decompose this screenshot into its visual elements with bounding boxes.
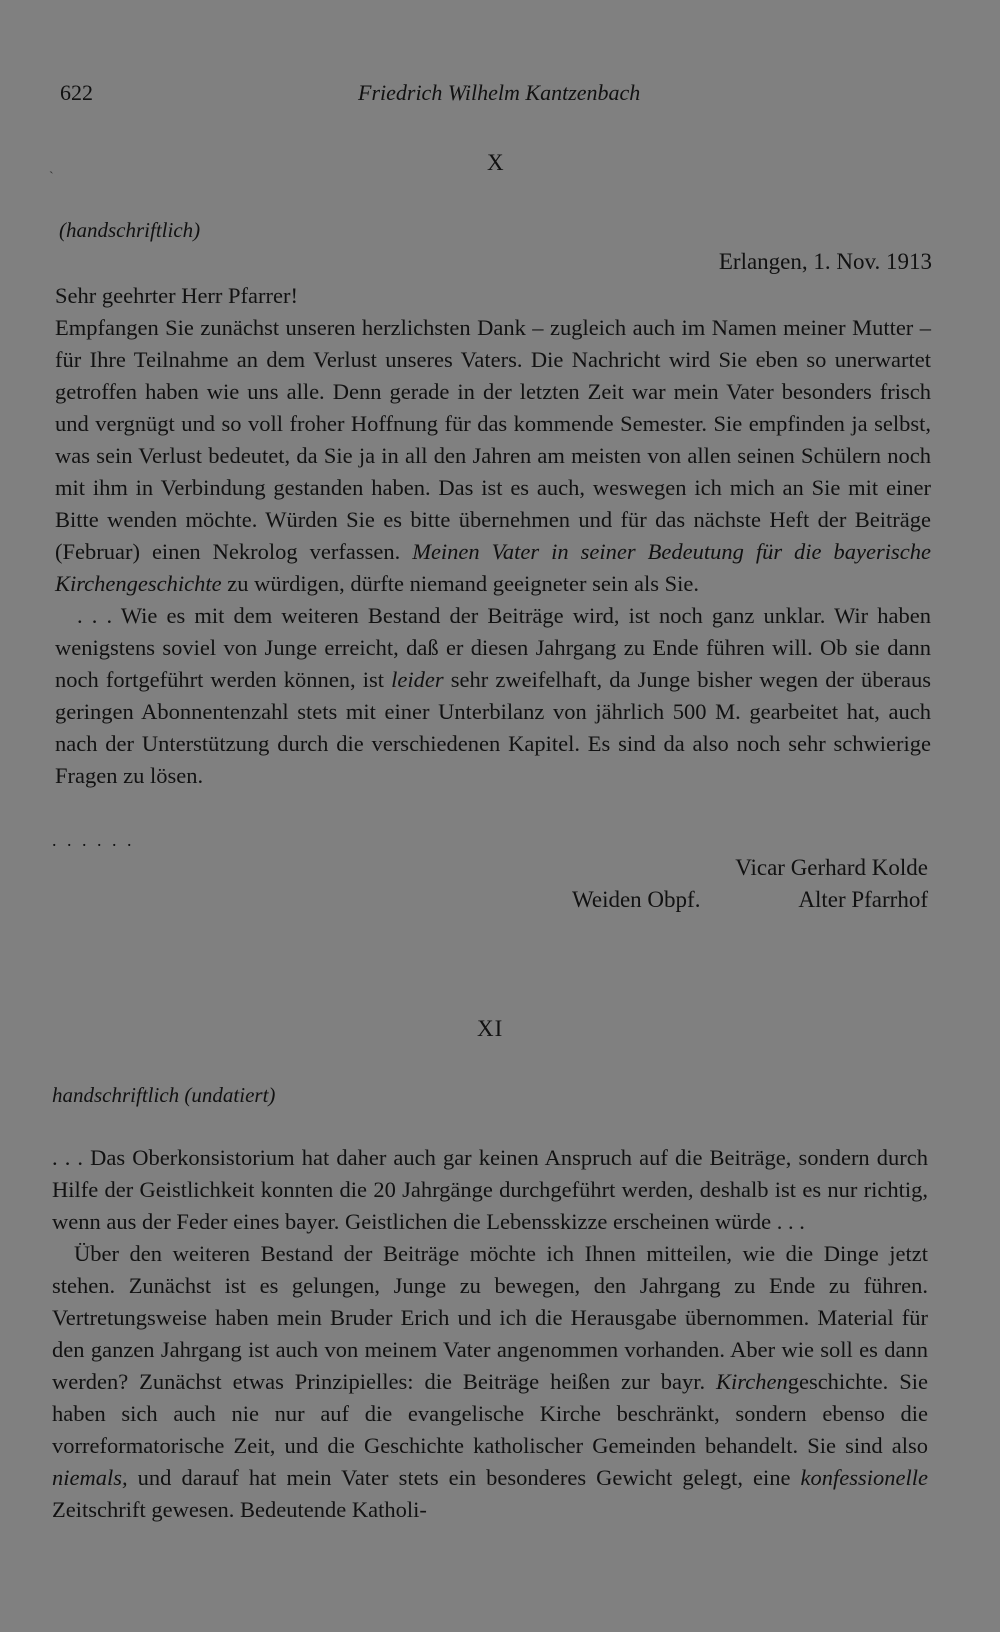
letter-xi-body — [52, 1142, 928, 1526]
paragraph-italic: leider — [391, 667, 444, 692]
paragraph-text: sehr zweifelhaft, da Junge bisher wegen der überaus geringen Abonnentenzahl stets mit einer Unterbilanz von jährlich 500 M. gearbeitet hat, auch nach der Unterstützung durch die verschiedenen Kapitel. Es sind da also noch sehr schwierige Fragen zu lösen. — [55, 667, 932, 788]
paragraph-italic: konfessionelle — [800, 1465, 928, 1490]
paragraph-italic: Kirchen — [716, 1369, 788, 1394]
paragraph-text: und darauf hat mein Vater stets ein besonderes Gewicht gelegt, eine — [127, 1465, 801, 1490]
letter-x-salutation: Sehr geehrter Herr Pfarrer! — [55, 283, 298, 308]
page-number: 622 — [60, 80, 93, 105]
letter-x-date: Erlangen, 1. Nov. 1913 — [718, 249, 932, 274]
scan-mark: ` — [49, 170, 54, 185]
letter-x-paragraph-2 — [55, 600, 931, 792]
running-header-author: Friedrich Wilhelm Kantzenbach — [358, 80, 641, 105]
letter-x-signature-house: Alter Pfarrhof — [798, 887, 928, 912]
paragraph-italic: Meinen Vater in seiner Bedeutung für die bayerische Kirchengeschichte — [55, 539, 931, 596]
letter-x-numeral: X — [487, 150, 505, 175]
letter-x-paragraph-1 — [55, 312, 931, 600]
letter-x-signature-place: Weiden Obpf. — [572, 887, 701, 912]
paragraph-text: Zeitschrift gewesen. Bedeutende Katholi- — [52, 1497, 427, 1522]
letter-x-signature-name: Vicar Gerhard Kolde — [735, 855, 928, 880]
letter-x-body — [55, 280, 931, 792]
paragraph-italic: niemals, — [52, 1465, 128, 1490]
paragraph-text: geschichte. Sie haben sich auch nie nur auf die evangelische Kirche beschränkt, sondern ebenso die vorreformatorische Zeit, und die Geschichte katholischer Gemeinden behandelt. Sie sind also — [52, 1369, 928, 1458]
paragraph-text: Über den weiteren Bestand der Beiträge möchte ich Ihnen mitteilen, wie die Dinge jetzt stehen. Zunächst ist es gelungen, Junge zu bewegen, den Jahrgang zu Ende zu führen. Vertretungsweise haben mein Bruder Erich und ich die Herausgabe übernommen. Material für den ganzen Jahrgang ist auch von meinem Vater angenommen vorhanden. Aber wie soll es dann werden? Zunächst etwas Prinzipielles: die Beiträge heißen zur bayr. — [52, 1241, 928, 1394]
paragraph-text: . . . Wie es mit dem weiteren Bestand der Beiträge wird, ist noch ganz unklar. Wir haben wenigstens soviel von Junge erreicht, daß er diesen Jahrgang zu Ende führen will. Ob sie dann noch fortgeführt werden können, ist — [55, 603, 931, 692]
letter-xi-note: handschriftlich (undatiert) — [52, 1083, 276, 1107]
letter-x-note: (handschriftlich) — [59, 218, 201, 242]
paragraph-text: Empfangen Sie zunächst unseren herzlichsten Dank – zugleich auch im Namen meiner Mutter – für Ihre Teilnahme an dem Verlust unseres Vaters. Die Nachricht wird Sie eben so unerwartet getroffen haben wie uns alle. Denn gerade in der letzten Zeit war mein Vater besonders frisch und vergnügt und so voll froher Hoffnung für das kommende Semester. Sie empfinden ja selbst, was sein Verlust bedeutet, da Sie ja in all den Jahren am meisten von allen seinen Schülern noch mit ihm in Verbindung gestanden haben. Das ist es auch, weswegen ich mich an Sie mit einer Bitte wenden möchte. Würden Sie es bitte übernehmen und für das nächste Heft der Beiträge (Februar) einen Nekrolog verfassen. — [55, 315, 931, 564]
letter-xi-numeral: XI — [477, 1016, 504, 1041]
letter-x-omission: . . . . . . — [52, 830, 135, 850]
paragraph-text: zu würdigen, dürfte niemand geeigneter sein als Sie. — [221, 571, 699, 596]
letter-xi-paragraph-1: . . . Das Oberkonsistorium hat daher auch gar keinen Anspruch auf die Beiträge, sondern durch Hilfe der Geistlichkeit konnten die 20 Jahrgänge durchgeführt werden, deshalb ist es nur richtig, wenn aus der Feder eines bayer. Geistlichen die Lebensskizze erscheinen würde . . . — [52, 1145, 928, 1234]
letter-xi-paragraph-2 — [52, 1238, 928, 1526]
